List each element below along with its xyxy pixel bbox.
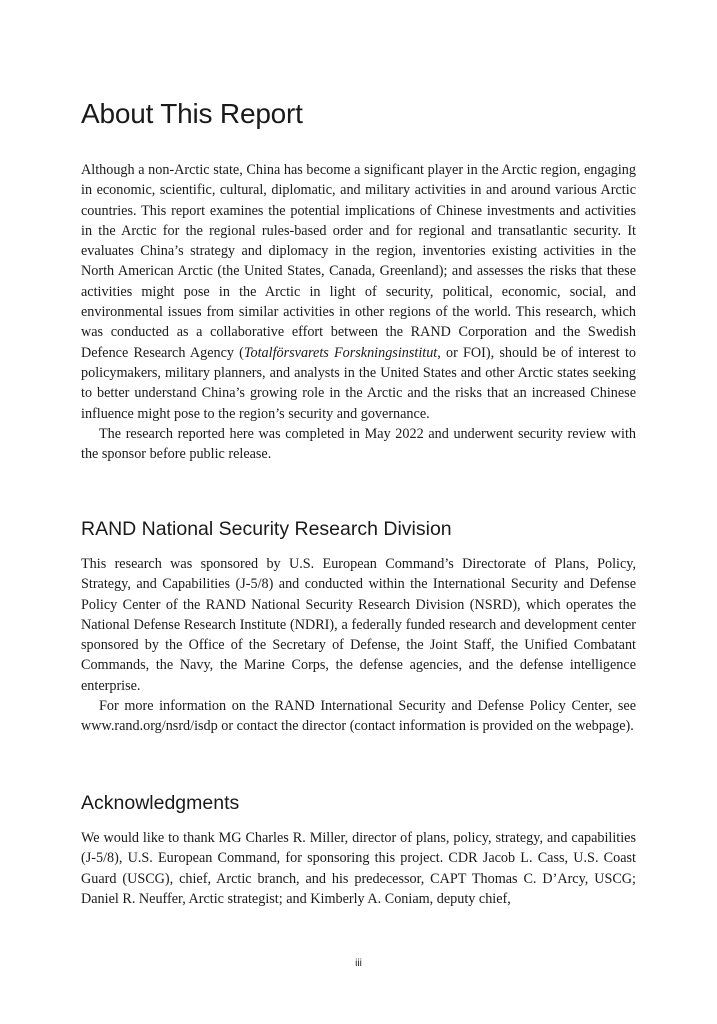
about-paragraph-1-text-a: Although a non-Arctic state, China has become a significant player in the Arctic region, engaging in economic, scientific, cultural, diplomatic, and military activities in and around various Arctic countries. This report examines the potential implications of Chinese investments and activities in the Arctic for the regional rules-based order and for regional and transatlantic security. It evaluates China’s strategy and diplomacy in the region, inventories existing activities in the North American Arctic (the United States, Canada, Greenland); and assesses the risks that these activities might pose in the Arctic in light of security, political, economic, social, and environmental issues from similar activities in other regions of the world. This research, which was conducted as a collaborative effort between the RAND Corporation and the Swedish Defence Research Agency ( <box>81 162 636 361</box>
nsrd-section-body <box>81 554 636 737</box>
page-title: About This Report <box>81 98 303 129</box>
about-paragraph-1-text-b: , or FOI), should be of interest to policymakers, military planners, and analysts in the United States and other Arctic states seeking to better understand China’s growing role in the Arctic and the risks that an increased Chinese influence might pose to the region’s security and governance. <box>81 344 636 422</box>
about-section-body <box>81 160 636 464</box>
about-paragraph-1 <box>81 160 636 424</box>
nsrd-heading: RAND National Security Research Division <box>81 518 452 540</box>
nsrd-paragraph-1: This research was sponsored by U.S. European Command’s Directorate of Plans, Policy, Strategy, and Capabilities (J-5/8) and conducted within the International Security and Defense Policy Center of the RAND National Security Research Division (NSRD), which operates the National Defense Research Institute (NDRI), a federally funded research and development center sponsored by the Office of the Secretary of Defense, the Joint Staff, the Unified Combatant Commands, the Navy, the Marine Corps, the defense agencies, and the defense intelligence enterprise. <box>81 556 636 694</box>
about-paragraph-2: The research reported here was completed in May 2022 and underwent security review with the sponsor before public release. <box>81 425 636 463</box>
acknowledgments-heading: Acknowledgments <box>81 792 240 814</box>
nsrd-paragraph-2: For more information on the RAND International Security and Defense Policy Center, see www.rand.org/nsrd/isdp or contact the director (contact information is provided on the webpage). <box>81 698 636 735</box>
about-paragraph-1-italic: Totalförsvarets Forskningsinstitut <box>243 344 438 361</box>
acknowledgments-paragraph-1: We would like to thank MG Charles R. Miller, director of plans, policy, strategy, and capabilities (J-5/8), U.S. European Command, for sponsoring this project. CDR Jacob L. Cass, U.S. Coast Guard (USCG), chief, Arctic branch, and his predecessor, CAPT Thomas C. D’Arcy, USCG; Daniel R. Neuffer, Arctic strategist; and Kimberly A. Coniam, deputy chief, <box>81 830 636 907</box>
acknowledgments-section-body <box>81 828 636 930</box>
page-number: iii <box>355 958 362 969</box>
